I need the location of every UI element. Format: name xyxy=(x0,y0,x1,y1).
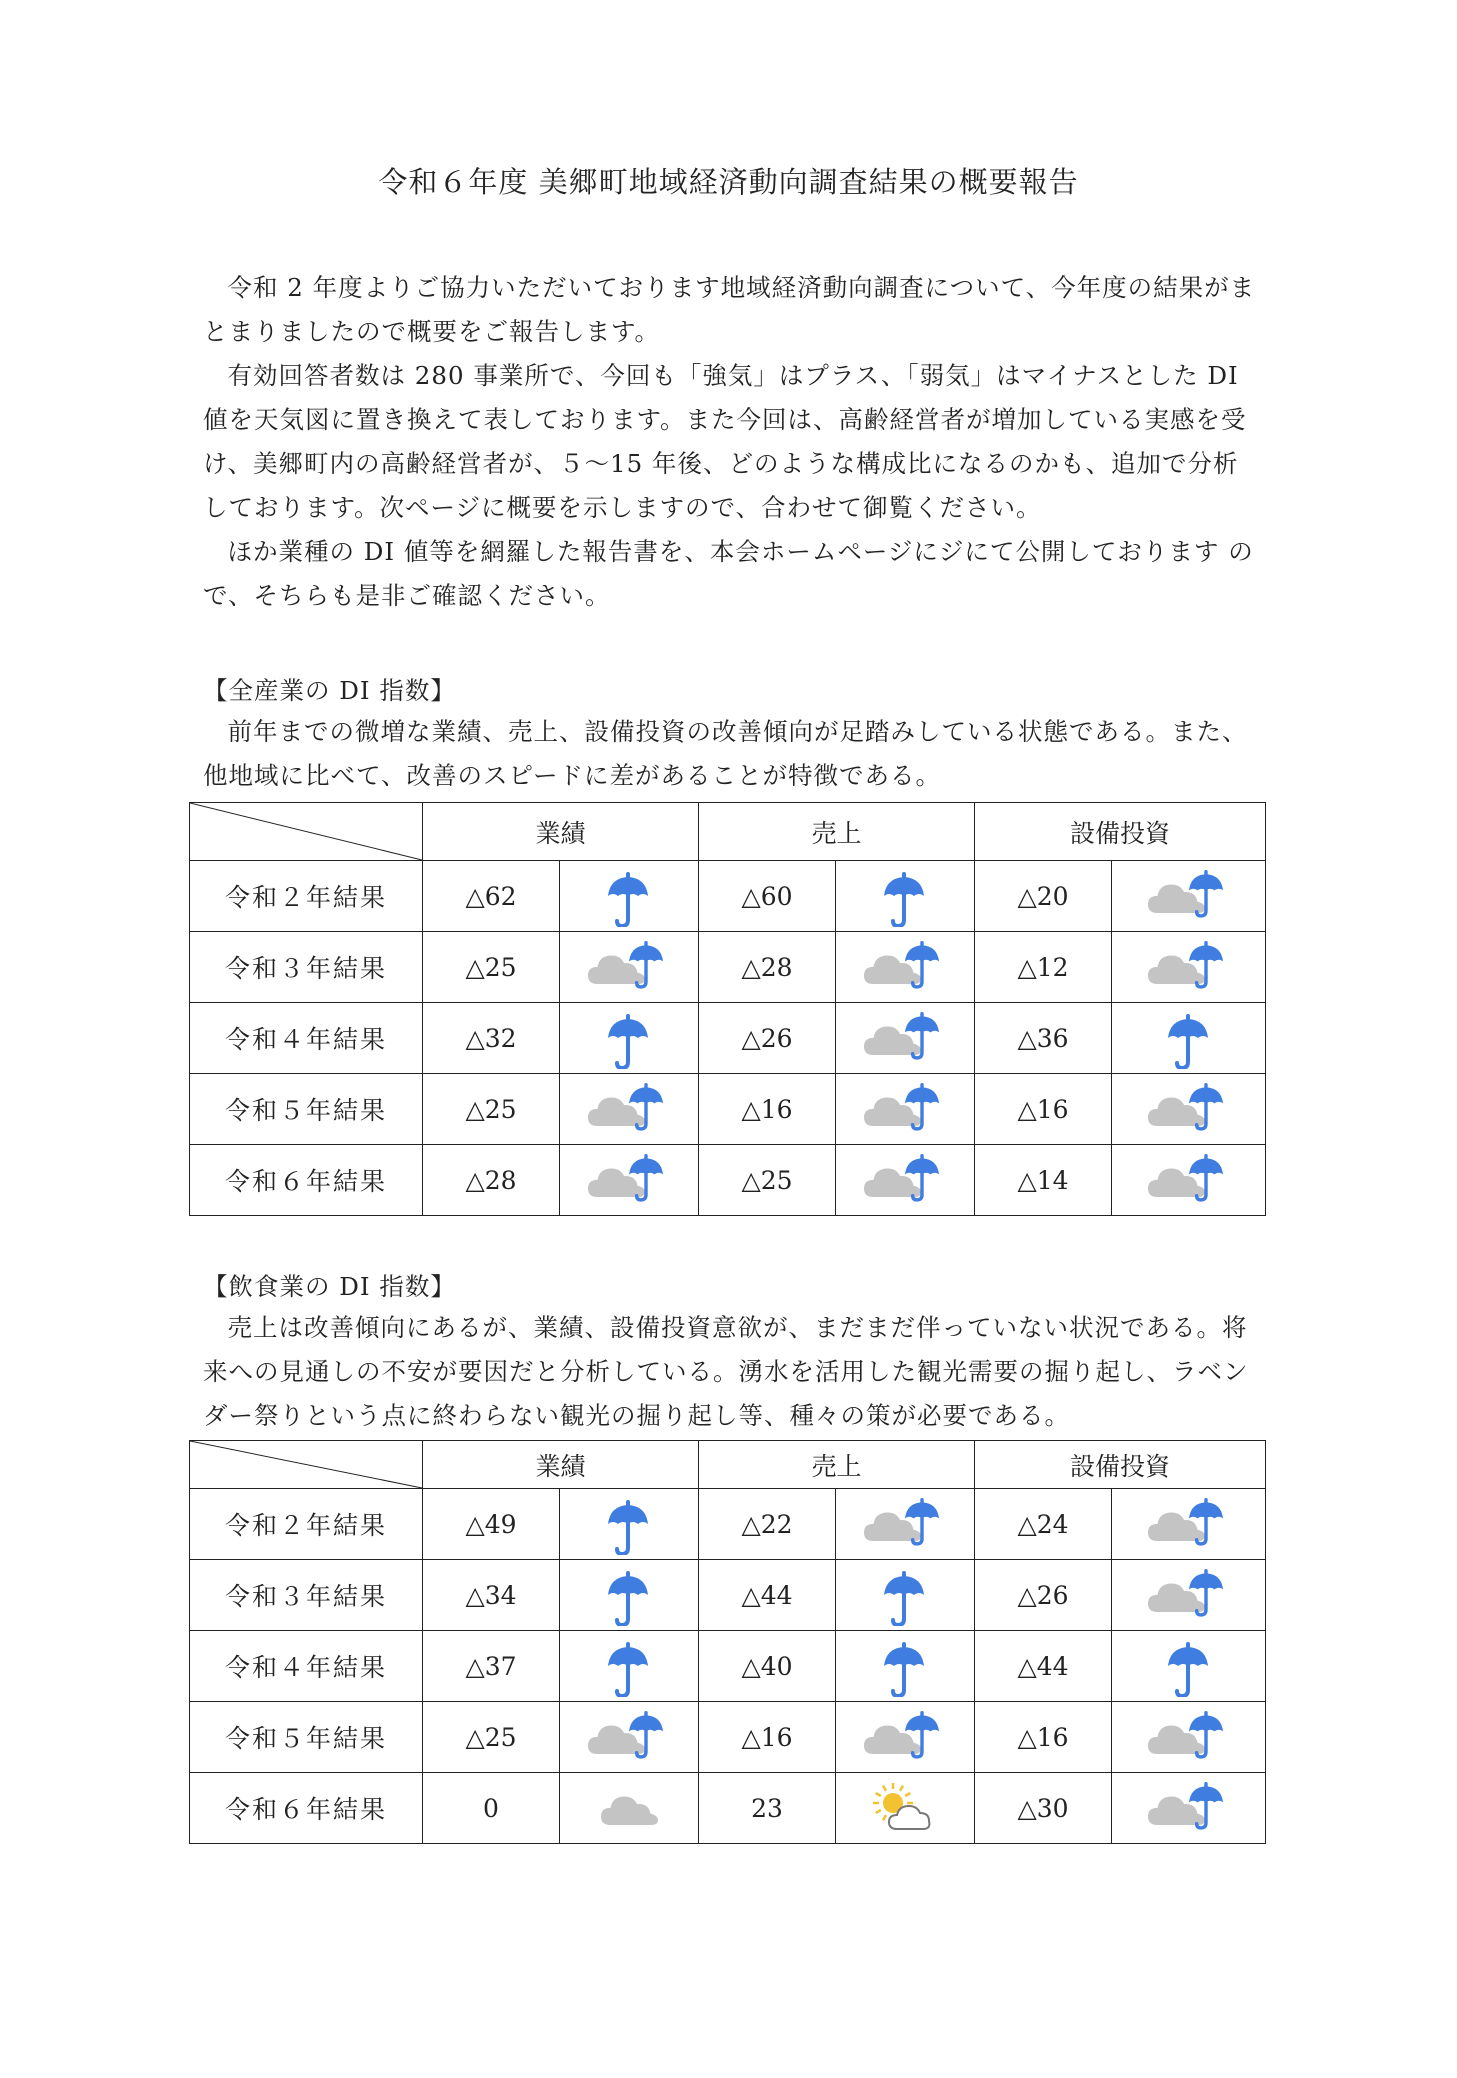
di-value: △49 xyxy=(423,1489,560,1560)
umbrella-shape xyxy=(884,1644,924,1696)
umbrella-shape xyxy=(608,1502,648,1554)
row-label: 令和５年結果 xyxy=(190,1702,423,1773)
cloud-rain-weather-icon xyxy=(1112,1773,1266,1844)
column-header: 設備投資 xyxy=(975,803,1266,861)
cloud-rain-weather-icon xyxy=(836,932,975,1003)
intro-paragraph-1: 令和 2 年度よりご協力いただいております地域経済動向調査について、今年度の結果がまとまりましたので概要をご報告します。 xyxy=(203,273,1256,346)
di-value: △25 xyxy=(699,1145,836,1216)
di-value: △12 xyxy=(975,932,1112,1003)
rain-weather-icon xyxy=(1112,1003,1266,1074)
rain-weather-icon xyxy=(1112,1631,1266,1702)
rain-weather-icon xyxy=(836,861,975,932)
di-value: △40 xyxy=(699,1631,836,1702)
cloud-rain-weather-icon xyxy=(836,1074,975,1145)
cloud-rain-weather-icon xyxy=(1112,861,1266,932)
intro-paragraph-3: ほか業種の DI 値等を網羅した報告書を、本会ホームページにジにて公開しております ので、そちらも是非ご確認ください。 xyxy=(203,537,1254,610)
di-value: △25 xyxy=(423,1702,560,1773)
umbrella-shape xyxy=(608,1573,648,1625)
header-corner-cell xyxy=(190,1441,423,1489)
di-value: 23 xyxy=(699,1773,836,1844)
di-value: △26 xyxy=(699,1003,836,1074)
di-value: △16 xyxy=(699,1702,836,1773)
section-description-restaurants xyxy=(203,1306,1263,1438)
cloud-shape xyxy=(601,1797,658,1826)
di-value: △28 xyxy=(699,932,836,1003)
row-label: 令和４年結果 xyxy=(190,1003,423,1074)
table-row xyxy=(190,1003,1266,1074)
di-value: △28 xyxy=(423,1145,560,1216)
di-table-restaurants xyxy=(189,1440,1266,1844)
cloud-rain-weather-icon xyxy=(560,1074,699,1145)
cloud-rain-weather-icon xyxy=(1112,1074,1266,1145)
cloud-rain-weather-icon xyxy=(560,1145,699,1216)
rain-weather-icon xyxy=(560,1003,699,1074)
rain-weather-icon xyxy=(560,1489,699,1560)
row-label: 令和６年結果 xyxy=(190,1145,423,1216)
rain-weather-icon xyxy=(836,1560,975,1631)
section-description-text: 売上は改善傾向にあるが、業績、設備投資意欲が、まだまだ伴っていない状況である。将来への見通しの不安が要因だと分析している。湧水を活用した観光需要の掘り起し、ラベンダー祭りという点に終わらない観光の掘り起し等、種々の策が必要である。 xyxy=(203,1313,1249,1430)
rain-weather-icon xyxy=(836,1631,975,1702)
intro-paragraph-2: 有効回答者数は 280 事業所で、今回も「強気」はプラス、「弱気」はマイナスとした DI 値を天気図に置き換えて表しております。また今回は、高齢経営者が増加している実感を受け、美郷町内の高齢経営者が、５～15 年後、どのような構成比になるのかも、追加で分析しております。次ページに概要を示しますので、合わせて御覧ください。 xyxy=(203,361,1247,522)
intro-text xyxy=(203,266,1263,618)
row-label: 令和４年結果 xyxy=(190,1631,423,1702)
cloud-rain-weather-icon xyxy=(1112,1489,1266,1560)
sun-cloud-weather-icon xyxy=(836,1773,975,1844)
cloud-rain-weather-icon xyxy=(1112,1560,1266,1631)
section-heading-all-industries: 【全産業の DI 指数】 xyxy=(203,676,456,705)
table-row xyxy=(190,1560,1266,1631)
header-corner-cell xyxy=(190,803,423,861)
column-header: 売上 xyxy=(699,1441,975,1489)
di-value: △62 xyxy=(423,861,560,932)
cloud-rain-weather-icon xyxy=(836,1702,975,1773)
di-value: △16 xyxy=(699,1074,836,1145)
di-value: △16 xyxy=(975,1074,1112,1145)
cloud-rain-weather-icon xyxy=(1112,1145,1266,1216)
di-value: △16 xyxy=(975,1702,1112,1773)
cloud-rain-weather-icon xyxy=(1112,1702,1266,1773)
di-value: △32 xyxy=(423,1003,560,1074)
cloud-rain-weather-icon xyxy=(836,1489,975,1560)
row-label: 令和６年結果 xyxy=(190,1773,423,1844)
di-value: △26 xyxy=(975,1560,1112,1631)
row-label: 令和２年結果 xyxy=(190,1489,423,1560)
column-header: 業績 xyxy=(423,803,699,861)
di-value: △25 xyxy=(423,1074,560,1145)
cloud-rain-weather-icon xyxy=(836,1003,975,1074)
table-row xyxy=(190,1702,1266,1773)
section-description-all-industries xyxy=(203,710,1263,798)
rain-weather-icon xyxy=(560,1631,699,1702)
rain-weather-icon xyxy=(560,1560,699,1631)
di-value: 0 xyxy=(423,1773,560,1844)
rain-weather-icon xyxy=(560,861,699,932)
di-value: △60 xyxy=(699,861,836,932)
umbrella-shape xyxy=(884,1573,924,1625)
section-description-text: 前年までの微増な業績、売上、設備投資の改善傾向が足踏みしている状態である。また、他地域に比べて、改善のスピードに差があることが特徴である。 xyxy=(203,717,1248,790)
row-label: 令和５年結果 xyxy=(190,1074,423,1145)
table-row xyxy=(190,1773,1266,1844)
column-header: 業績 xyxy=(423,1441,699,1489)
di-value: △34 xyxy=(423,1560,560,1631)
row-label: 令和３年結果 xyxy=(190,1560,423,1631)
umbrella-shape xyxy=(608,1016,648,1068)
di-table-all-industries xyxy=(189,802,1266,1216)
di-value: △37 xyxy=(423,1631,560,1702)
row-label: 令和３年結果 xyxy=(190,932,423,1003)
row-label: 令和２年結果 xyxy=(190,861,423,932)
umbrella-shape xyxy=(608,1644,648,1696)
di-value: △22 xyxy=(699,1489,836,1560)
umbrella-shape xyxy=(884,874,924,926)
table-header-row xyxy=(190,803,1266,861)
column-header: 設備投資 xyxy=(975,1441,1266,1489)
di-value: △14 xyxy=(975,1145,1112,1216)
di-value: △44 xyxy=(699,1560,836,1631)
di-value: △24 xyxy=(975,1489,1112,1560)
column-header: 売上 xyxy=(699,803,975,861)
di-value: △25 xyxy=(423,932,560,1003)
table-header-row xyxy=(190,1441,1266,1489)
umbrella-shape xyxy=(1168,1644,1208,1696)
section-heading-restaurants: 【飲食業の DI 指数】 xyxy=(203,1272,456,1301)
table-row xyxy=(190,1145,1266,1216)
table-row xyxy=(190,1489,1266,1560)
cloud-rain-weather-icon xyxy=(1112,932,1266,1003)
cloud-rain-weather-icon xyxy=(560,1702,699,1773)
cloud-weather-icon xyxy=(560,1773,699,1844)
page-title: 令和６年度 美郷町地域経済動向調査結果の概要報告 xyxy=(378,165,1079,199)
di-value: △20 xyxy=(975,861,1112,932)
table-row xyxy=(190,1074,1266,1145)
umbrella-shape xyxy=(608,874,648,926)
cloud-rain-weather-icon xyxy=(836,1145,975,1216)
umbrella-shape xyxy=(1168,1016,1208,1068)
cloud-rain-weather-icon xyxy=(560,932,699,1003)
table-row xyxy=(190,861,1266,932)
table-row xyxy=(190,1631,1266,1702)
di-value: △30 xyxy=(975,1773,1112,1844)
table-row xyxy=(190,932,1266,1003)
di-value: △36 xyxy=(975,1003,1112,1074)
di-value: △44 xyxy=(975,1631,1112,1702)
